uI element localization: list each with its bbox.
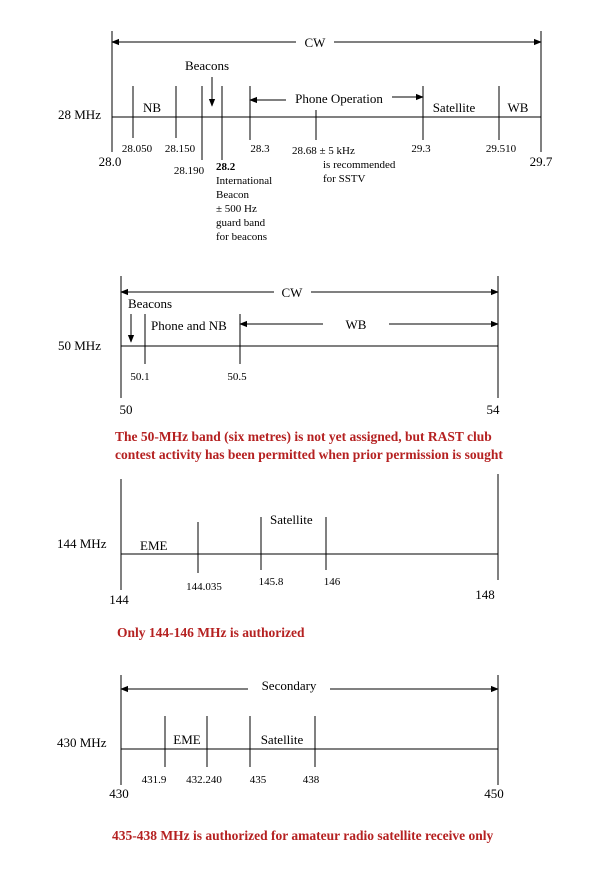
band50-freq-501: 50.1 (130, 371, 150, 383)
band28-freq-283: 28.3 (250, 143, 270, 155)
band50-start-freq: 50 (119, 402, 133, 417)
band144-band-label: 144 MHz (57, 536, 107, 551)
band144-eme-label: EME (140, 538, 168, 553)
band28-freq-282: 28.2 (216, 161, 236, 173)
band28-beacon-note-line: for beacons (216, 231, 268, 243)
band50-phone-nb-label: Phone and NB (151, 318, 227, 333)
band430-note: 435-438 MHz is authorized for amateur radio satellite receive only (112, 828, 494, 843)
band28-beacons-label: Beacons (184, 58, 230, 73)
band430-freq-438: 438 (302, 774, 320, 786)
band50-band-label: 50 MHz (58, 338, 101, 353)
band28-nb-label: NB (142, 100, 162, 115)
band50-freq-505: 50.5 (227, 371, 247, 383)
band28-end-freq: 29.7 (529, 154, 553, 169)
band50-note-line: contest activity has been permitted when prior permission is sought (115, 447, 503, 462)
band28-beacon-note-line: International (216, 175, 273, 187)
band28-beacon-note-line: Beacon (216, 189, 249, 201)
band430-freq-435: 435 (249, 774, 267, 786)
band28-phone-label: Phone Operation (295, 91, 383, 106)
band-50mhz (58, 276, 503, 462)
band50-cw-label: CW (281, 285, 303, 300)
band28-start-freq: 28.0 (98, 154, 122, 169)
band28-freq-28190: 28.190 (173, 165, 205, 177)
band430-freq-4319: 431.9 (141, 774, 167, 786)
band430-end-freq: 450 (484, 786, 504, 801)
band50-end-freq: 54 (486, 402, 500, 417)
band28-freq-2868: 28.68 ± 5 kHz (292, 145, 355, 157)
band430-freq-432240: 432.240 (186, 774, 222, 786)
band28-satellite-label: Satellite (432, 100, 476, 115)
band28-band-label: 28 MHz (58, 107, 101, 122)
band28-sstv-note-line: for SSTV (323, 173, 366, 185)
band28-sstv-note-line: is recommended (323, 159, 396, 171)
band144-freq-146: 146 (323, 576, 341, 588)
band430-secondary-label: Secondary (261, 678, 317, 693)
band430-band-label: 430 MHz (57, 735, 107, 750)
band-144mhz (57, 474, 498, 640)
band50-note-line: The 50-MHz band (six metres) is not yet assigned, but RAST club (115, 429, 492, 444)
band28-beacon-note-line: guard band (216, 217, 266, 229)
band28-cw-label: CW (304, 35, 326, 50)
band430-start-freq: 430 (109, 786, 129, 801)
band430-satellite-label: Satellite (260, 732, 304, 747)
band-430mhz (57, 675, 504, 843)
band144-note: Only 144-146 MHz is authorized (117, 625, 305, 640)
band144-satellite-label: Satellite (270, 512, 313, 527)
band28-freq-28050: 28.050 (121, 143, 153, 155)
band28-freq-28150: 28.150 (164, 143, 196, 155)
band430-eme-label: EME (173, 732, 201, 747)
band50-beacons-label: Beacons (128, 296, 173, 311)
band-28mhz (58, 31, 553, 243)
band144-freq-144035: 144.035 (186, 581, 222, 593)
band144-start-freq: 144 (109, 592, 129, 607)
band144-end-freq: 148 (475, 587, 495, 602)
band144-freq-1458: 145.8 (258, 576, 284, 588)
band28-wb-label: WB (507, 100, 529, 115)
band28-beacon-note-line: ± 500 Hz (216, 203, 257, 215)
band28-freq-29510: 29.510 (485, 143, 517, 155)
band50-wb-label: WB (345, 317, 367, 332)
band28-freq-293: 29.3 (411, 143, 431, 155)
